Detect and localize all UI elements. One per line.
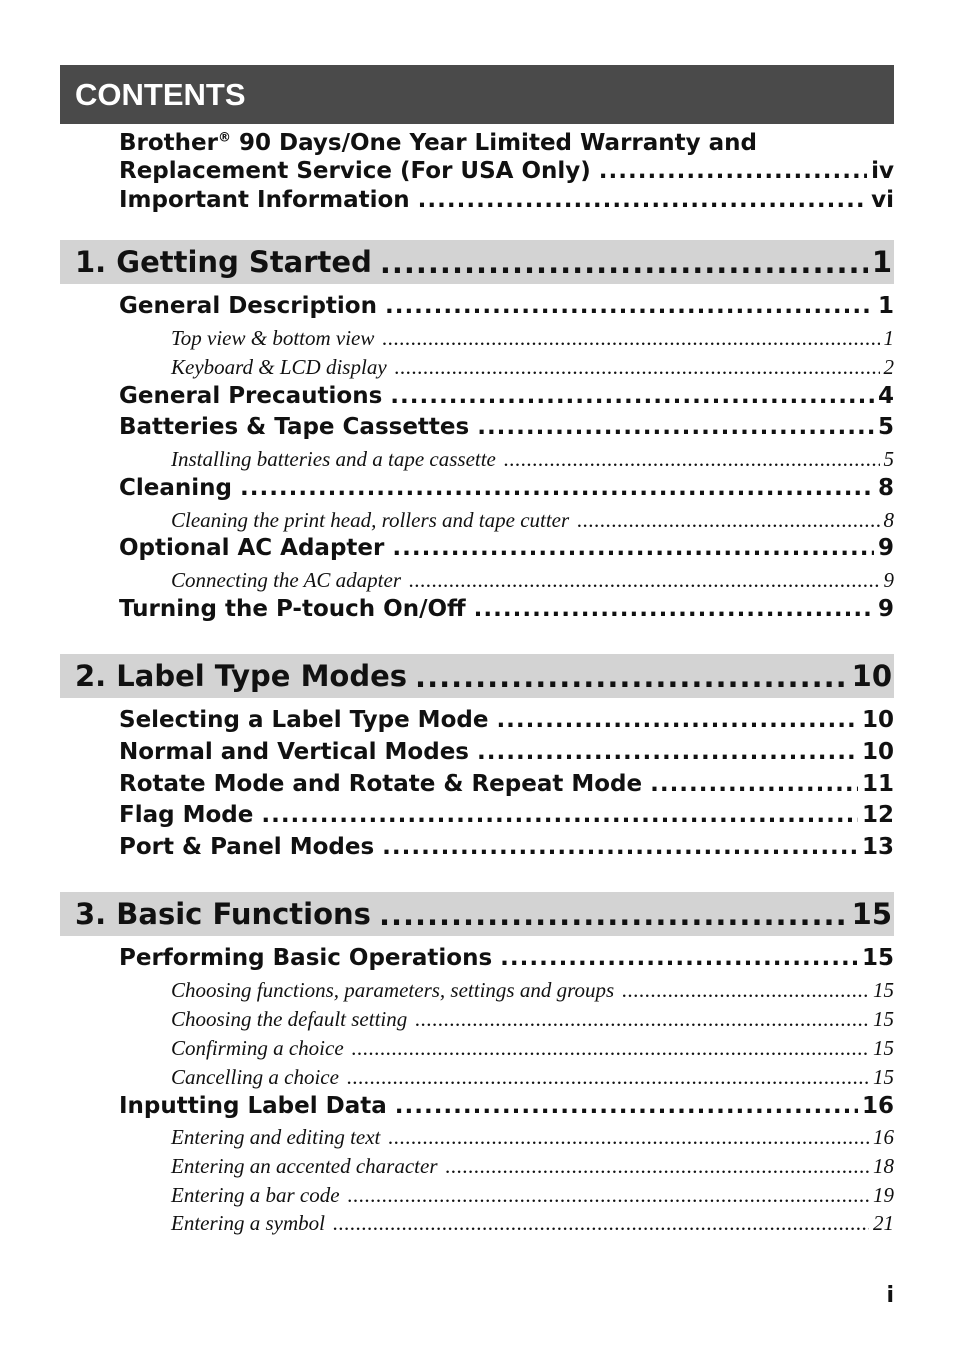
toc-entry-page: 16 — [873, 1125, 894, 1149]
leader-dots — [577, 508, 879, 533]
leader-dots — [382, 326, 879, 351]
toc-entry-page: 21 — [873, 1211, 894, 1235]
page-number: i — [886, 1283, 894, 1308]
leader-dots — [352, 1036, 869, 1061]
section-title: 3. Basic Functions — [75, 897, 371, 931]
toc-entry[interactable] — [119, 535, 894, 561]
toc-entry-page: 4 — [877, 383, 894, 409]
toc-entry[interactable] — [119, 1093, 894, 1119]
toc-entry-page: 15 — [873, 978, 894, 1002]
toc-entry[interactable] — [119, 383, 894, 409]
toc-entry-page: 5 — [883, 447, 894, 471]
leader-dots — [392, 535, 874, 561]
toc-entry-page: 13 — [861, 834, 894, 860]
page-title: CONTENTS — [75, 76, 246, 112]
toc-entry-label: Cancelling a choice — [171, 1065, 339, 1089]
leader-dots — [415, 660, 848, 694]
toc-entry-label: Port & Panel Modes — [119, 834, 375, 860]
toc-entry-warranty-line1[interactable] — [119, 130, 757, 156]
toc-entry-page: 9 — [877, 535, 894, 561]
leader-dots — [347, 1065, 869, 1090]
leader-dots — [650, 771, 858, 797]
toc-entry[interactable] — [119, 707, 894, 733]
section-header-basic-functions[interactable] — [60, 892, 894, 936]
toc-entry-label: Choosing functions, parameters, settings and groups — [171, 978, 615, 1002]
leader-dots — [390, 383, 874, 409]
toc-entry-page: 5 — [877, 414, 894, 440]
toc-subentry[interactable] — [171, 1036, 894, 1061]
leader-dots — [599, 158, 867, 184]
warranty-text: 90 Days/One Year Limited Warranty and — [231, 130, 758, 156]
toc-entry-page: 1 — [883, 326, 894, 350]
toc-entry-page: 18 — [873, 1154, 894, 1178]
toc-entry-page: 11 — [861, 771, 894, 797]
section-header-line — [75, 654, 892, 698]
toc-entry-label: Confirming a choice — [171, 1036, 344, 1060]
leader-dots — [333, 1211, 869, 1236]
toc-entry-page: 8 — [877, 475, 894, 501]
leader-dots — [446, 1154, 870, 1179]
section-header-getting-started[interactable] — [60, 240, 894, 284]
toc-entry-label: Choosing the default setting — [171, 1007, 408, 1031]
toc-entry[interactable] — [119, 475, 894, 501]
toc-entry-page: 15 — [873, 1065, 894, 1089]
section-title: 2. Label Type Modes — [75, 659, 408, 693]
toc-entry-label: Entering an accented character — [171, 1154, 438, 1178]
section-header-line — [75, 240, 892, 284]
leader-dots — [379, 898, 848, 932]
section-title: 1. Getting Started — [75, 245, 372, 279]
toc-subentry[interactable] — [171, 508, 894, 533]
leader-dots — [348, 1183, 869, 1208]
toc-entry[interactable] — [119, 293, 894, 319]
toc-entry-page: 8 — [883, 508, 894, 532]
toc-entry-label: Flag Mode — [119, 802, 254, 828]
toc-subentry[interactable] — [171, 568, 894, 593]
leader-dots — [395, 1093, 858, 1119]
toc-entry-label: Keyboard & LCD display — [171, 355, 387, 379]
leader-dots — [261, 802, 858, 828]
toc-entry-page: 10 — [861, 707, 894, 733]
toc-entry-page: vi — [871, 187, 894, 213]
toc-entry-label: Replacement Service (For USA Only) — [119, 158, 591, 184]
toc-subentry[interactable] — [171, 1125, 894, 1150]
leader-dots — [380, 246, 868, 280]
toc-subentry[interactable] — [171, 1154, 894, 1179]
toc-entry-page: 12 — [861, 802, 894, 828]
leader-dots — [504, 447, 880, 472]
section-header-label-type-modes[interactable] — [60, 654, 894, 698]
warranty-brand: Brother — [119, 130, 218, 156]
toc-entry-label: Selecting a Label Type Mode — [119, 707, 489, 733]
toc-entry-label: Entering a bar code — [171, 1183, 340, 1207]
toc-entry[interactable] — [119, 771, 894, 797]
leader-dots — [496, 707, 858, 733]
contents-banner — [60, 65, 894, 124]
toc-entry-page: 1 — [877, 293, 894, 319]
registered-mark: ® — [218, 130, 231, 146]
toc-entry[interactable] — [119, 945, 894, 971]
toc-entry-label: Optional AC Adapter — [119, 535, 385, 561]
toc-entry-label: Important Information — [119, 187, 410, 213]
leader-dots — [382, 834, 858, 860]
toc-entry-label: Rotate Mode and Rotate & Repeat Mode — [119, 771, 643, 797]
leader-dots — [388, 1125, 869, 1150]
toc-entry[interactable] — [119, 414, 894, 440]
section-page: 15 — [851, 897, 892, 931]
leader-dots — [477, 739, 858, 765]
toc-entry-page: 19 — [873, 1183, 894, 1207]
leader-dots — [500, 945, 858, 971]
leader-dots — [477, 414, 874, 440]
leader-dots — [240, 475, 874, 501]
toc-subentry[interactable] — [171, 978, 894, 1003]
toc-subentry[interactable] — [171, 1065, 894, 1090]
toc-entry-label: General Description — [119, 293, 377, 319]
toc-entry-page: 2 — [883, 355, 894, 379]
toc-entry-label: Installing batteries and a tape cassette — [171, 447, 496, 471]
toc-entry[interactable] — [119, 596, 894, 622]
toc-entry-label: Top view & bottom view — [171, 326, 375, 350]
toc-subentry[interactable] — [171, 447, 894, 472]
section-header-line — [75, 892, 892, 936]
leader-dots — [622, 978, 869, 1003]
toc-entry-label: Entering a symbol — [171, 1211, 325, 1235]
toc-entry-label: Performing Basic Operations — [119, 945, 493, 971]
toc-entry-label: Cleaning — [119, 475, 232, 501]
toc-subentry[interactable] — [171, 326, 894, 351]
toc-entry-label: Connecting the AC adapter — [171, 568, 402, 592]
leader-dots — [418, 187, 867, 213]
toc-subentry[interactable] — [171, 1007, 894, 1032]
toc-subentry[interactable] — [171, 1183, 894, 1208]
toc-entry[interactable] — [119, 739, 894, 765]
toc-entry-page: iv — [871, 158, 894, 184]
leader-dots — [409, 568, 879, 593]
toc-entry-label: Inputting Label Data — [119, 1093, 387, 1119]
toc-subentry[interactable] — [171, 1211, 894, 1236]
toc-entry-warranty[interactable] — [119, 158, 894, 184]
toc-entry-label: Normal and Vertical Modes — [119, 739, 469, 765]
section-page: 1 — [871, 245, 892, 279]
toc-entry-page: 9 — [883, 568, 894, 592]
leader-dots — [415, 1007, 869, 1032]
toc-entry-page: 10 — [861, 739, 894, 765]
toc-entry-label: Batteries & Tape Cassettes — [119, 414, 470, 440]
toc-entry-label: Entering and editing text — [171, 1125, 381, 1149]
toc-entry[interactable] — [119, 802, 894, 828]
leader-dots — [385, 293, 874, 319]
toc-entry-page: 15 — [861, 945, 894, 971]
toc-entry-important[interactable] — [119, 187, 894, 213]
toc-entry-label: General Precautions — [119, 383, 383, 409]
leader-dots — [474, 596, 874, 622]
toc-entry-page: 15 — [873, 1036, 894, 1060]
toc-entry-page: 15 — [873, 1007, 894, 1031]
toc-entry[interactable] — [119, 834, 894, 860]
leader-dots — [395, 355, 880, 380]
toc-subentry[interactable] — [171, 355, 894, 380]
toc-entry-page: 16 — [861, 1093, 894, 1119]
toc-entry-page: 9 — [877, 596, 894, 622]
toc-entry-label: Turning the P-touch On/Off — [119, 596, 466, 622]
section-page: 10 — [851, 659, 892, 693]
toc-entry-label: Cleaning the print head, rollers and tape cutter — [171, 508, 570, 532]
